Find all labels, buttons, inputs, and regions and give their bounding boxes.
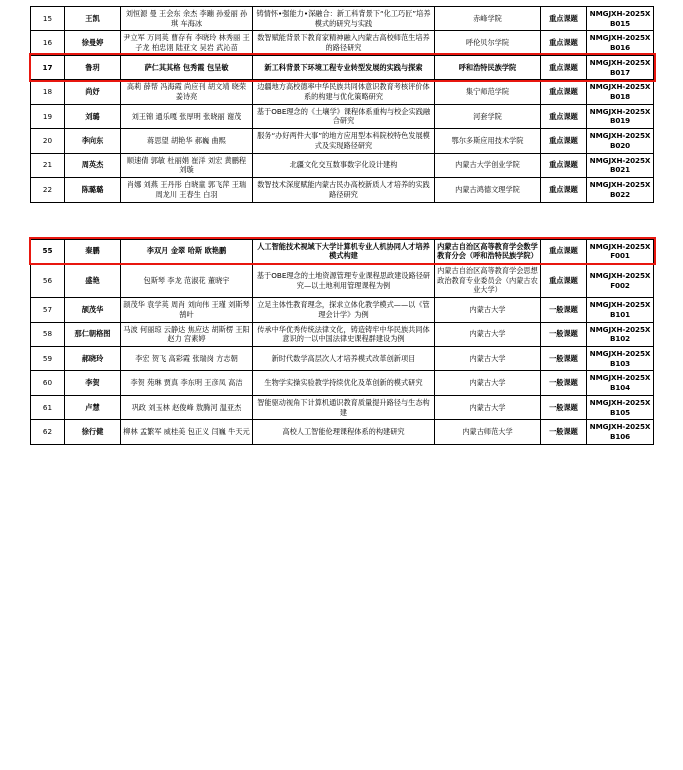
- table-row: [31, 129, 654, 153]
- cell-members: 顺速倩 郭敏 杜丽娟 崔洋 刘宏 黄鹏程 刘璇: [121, 153, 253, 177]
- cell-org: 内蒙古大学: [435, 371, 541, 395]
- table-gap: [30, 203, 653, 239]
- cell-title: 人工智能技术视域下大学计算机专业人机协同人才培养模式构建: [253, 239, 435, 263]
- cell-no: 57: [31, 298, 65, 322]
- cell-title: 高校人工智能伦理课程体系的构建研究: [253, 420, 435, 444]
- cell-org: 内蒙古鸿德文理学院: [435, 178, 541, 202]
- cell-leader: 鲁玥: [65, 55, 121, 79]
- cell-leader: 刘璐: [65, 104, 121, 128]
- cell-org: 内蒙古大学: [435, 395, 541, 419]
- project-table-upper: [30, 6, 654, 203]
- cell-no: 21: [31, 153, 65, 177]
- cell-members: 柳林 孟繁军 威桂美 包正义 闫巍 牛天元: [121, 420, 253, 444]
- cell-code: NMGJXH-2025XB015: [587, 7, 654, 31]
- cell-title: 生物学实操实验教学持续优化及革创新的模式研究: [253, 371, 435, 395]
- cell-title: 数智赋能背景下教育家精神融入内蒙古高校师范生培养的路径研究: [253, 31, 435, 55]
- cell-no: 18: [31, 80, 65, 104]
- cell-code: NMGJXH-2025XB019: [587, 104, 654, 128]
- cell-no: 62: [31, 420, 65, 444]
- cell-members: 尹立军 万同英 曹存有 李晓玲 林秀丽 王子龙 柏忠诩 陆亚文 吴岩 武沁苗: [121, 31, 253, 55]
- cell-org: 赤峰学院: [435, 7, 541, 31]
- cell-members: 巩政 刘玉林 赵俊峰 敖腾河 温亚杰: [121, 395, 253, 419]
- table-row: [31, 371, 654, 395]
- cell-leader: 周英杰: [65, 153, 121, 177]
- cell-leader: 李向东: [65, 129, 121, 153]
- cell-leader: 徐行健: [65, 420, 121, 444]
- cell-no: 22: [31, 178, 65, 202]
- cell-org: 呼和浩特民族学院: [435, 55, 541, 79]
- table-row: [31, 298, 654, 322]
- table-row: [31, 80, 654, 104]
- cell-leader: 那仁朝格图: [65, 322, 121, 346]
- cell-leader: 秦鹏: [65, 239, 121, 263]
- cell-leader: 陈璐璐: [65, 178, 121, 202]
- cell-no: 17: [31, 55, 65, 79]
- cell-members: 蒋思望 胡艳华 郝巍 曲熙: [121, 129, 253, 153]
- table-row: [31, 7, 654, 31]
- cell-org: 河套学院: [435, 104, 541, 128]
- cell-title: 新工科背景下环境工程专业转型发展的实践与探索: [253, 55, 435, 79]
- cell-title: 北疆文化交互数事数字化设计建构: [253, 153, 435, 177]
- cell-code: NMGJXH-2025XF002: [587, 263, 654, 297]
- cell-leader: 盛艳: [65, 263, 121, 297]
- cell-title: 新时代数学高层次人才培养模式改革创新项目: [253, 346, 435, 370]
- cell-no: 56: [31, 263, 65, 297]
- cell-org: 鄂尔多斯应用技术学院: [435, 129, 541, 153]
- cell-members: 李贺 苑琳 贾真 李东明 王彦凤 高洁: [121, 371, 253, 395]
- cell-type: 重点课题: [541, 239, 587, 263]
- cell-type: 重点课题: [541, 263, 587, 297]
- cell-members: 萨仁其其格 包秀霞 包呈敏: [121, 55, 253, 79]
- cell-code: NMGJXH-2025XB022: [587, 178, 654, 202]
- cell-members: 刘恒源 曼 王会东 余杰 李蹦 孙爱丽 孙琪 车海冰: [121, 7, 253, 31]
- cell-no: 59: [31, 346, 65, 370]
- cell-code: NMGJXH-2025XB020: [587, 129, 654, 153]
- cell-members: 肖娜 刘燕 王丹彤 白晓童 郭飞萍 王瑞 周龙川 王春生 白羽: [121, 178, 253, 202]
- cell-type: 一般课题: [541, 298, 587, 322]
- cell-org: 内蒙古大学: [435, 322, 541, 346]
- cell-type: 重点课题: [541, 153, 587, 177]
- cell-members: 刘王锦 通乐嘎 张厚明 张晓丽 谢茂: [121, 104, 253, 128]
- cell-title: 传承中华优秀传统法律文化，铸造铸牢中华民族共同体意识的一以中国法律史课程群建设为例: [253, 322, 435, 346]
- cell-code: NMGJXH-2025XB104: [587, 371, 654, 395]
- project-table-lower: [30, 239, 654, 445]
- cell-leader: 郝晓玲: [65, 346, 121, 370]
- cell-code: NMGJXH-2025XF001: [587, 239, 654, 263]
- table-row: [31, 104, 654, 128]
- cell-members: 李双月 金翠 哈斯 欧艳鹏: [121, 239, 253, 263]
- cell-type: 一般课题: [541, 346, 587, 370]
- cell-org: 内蒙古自治区高等教育学会数学教育分会（呼和浩特民族学院）: [435, 239, 541, 263]
- cell-no: 16: [31, 31, 65, 55]
- cell-type: 一般课题: [541, 420, 587, 444]
- cell-members: 包斯琴 李龙 范淑花 董晓宇: [121, 263, 253, 297]
- cell-org: 内蒙古师范大学: [435, 420, 541, 444]
- cell-type: 重点课题: [541, 129, 587, 153]
- cell-code: NMGJXH-2025XB106: [587, 420, 654, 444]
- table-row: [31, 346, 654, 370]
- cell-members: 李宏 贺飞 高彩霞 张瑞岗 方志朝: [121, 346, 253, 370]
- cell-type: 重点课题: [541, 80, 587, 104]
- cell-title: 服务“办好两件大事”的地方应用型本科院校特色发展模式及实现路径研究: [253, 129, 435, 153]
- cell-no: 60: [31, 371, 65, 395]
- cell-leader: 王凯: [65, 7, 121, 31]
- cell-members: 颉茂华 袁学英 周肖 刘向伟 王瑾 刘斯琴 鹄叶: [121, 298, 253, 322]
- cell-org: 内蒙古大学: [435, 346, 541, 370]
- cell-code: NMGJXH-2025XB102: [587, 322, 654, 346]
- cell-code: NMGJXH-2025XB018: [587, 80, 654, 104]
- cell-leader: 李贺: [65, 371, 121, 395]
- cell-no: 61: [31, 395, 65, 419]
- cell-type: 重点课题: [541, 178, 587, 202]
- table-row-highlighted: [31, 55, 654, 79]
- cell-title: 基于OBE理念的《土壤学》课程体系重构与校企实践融合研究: [253, 104, 435, 128]
- cell-title: 铸情怀•强能力•深融合：新工科背景下“化工巧匠”培养模式的研究与实践: [253, 7, 435, 31]
- cell-no: 55: [31, 239, 65, 263]
- table-row: [31, 322, 654, 346]
- cell-type: 一般课题: [541, 371, 587, 395]
- cell-type: 重点课题: [541, 31, 587, 55]
- cell-no: 20: [31, 129, 65, 153]
- cell-code: NMGJXH-2025XB016: [587, 31, 654, 55]
- table-row: [31, 263, 654, 297]
- cell-leader: 尚妤: [65, 80, 121, 104]
- cell-leader: 颉茂华: [65, 298, 121, 322]
- cell-type: 重点课题: [541, 7, 587, 31]
- cell-code: NMGJXH-2025XB101: [587, 298, 654, 322]
- cell-code: NMGJXH-2025XB103: [587, 346, 654, 370]
- table-row: [31, 153, 654, 177]
- cell-org: 集宁师范学院: [435, 80, 541, 104]
- cell-code: NMGJXH-2025XB021: [587, 153, 654, 177]
- cell-title: 基于OBE理念的土地资源管理专业课程思政建设路径研究—以土地利用管理课程为例: [253, 263, 435, 297]
- cell-org: 内蒙古大学: [435, 298, 541, 322]
- table-row: [31, 178, 654, 202]
- cell-title: 智能驱动视角下计算机通识教育质量提升路径与生态构建: [253, 395, 435, 419]
- cell-no: 19: [31, 104, 65, 128]
- cell-no: 58: [31, 322, 65, 346]
- cell-org: 内蒙古自治区高等教育学会思想政治教育专业委员会（内蒙古农业大学）: [435, 263, 541, 297]
- cell-title: 数智技术深度赋能内蒙古民办高校新质人才培养的实践路径研究: [253, 178, 435, 202]
- cell-code: NMGJXH-2025XB105: [587, 395, 654, 419]
- cell-no: 15: [31, 7, 65, 31]
- cell-members: 高莉 薛帮 冯海霞 尚应刊 胡文靖 晓荣 姜诗亮: [121, 80, 253, 104]
- cell-org: 呼伦贝尔学院: [435, 31, 541, 55]
- cell-type: 重点课题: [541, 104, 587, 128]
- table-row-highlighted: [31, 239, 654, 263]
- cell-title: 立足主体性教育理念，探求立体化教学模式——以《管理会计学》为例: [253, 298, 435, 322]
- upper-table-wrapper: [30, 6, 653, 203]
- table-row: [31, 420, 654, 444]
- cell-type: 重点课题: [541, 55, 587, 79]
- cell-title: 边疆地方高校德率中华民族共同体意识教育考核评价体系的构建与优化策略研究: [253, 80, 435, 104]
- cell-type: 一般课题: [541, 322, 587, 346]
- cell-members: 马波 何丽琼 云静达 焦应达 胡斯楞 王阳 赵力 宫素婷: [121, 322, 253, 346]
- cell-org: 内蒙古大学创业学院: [435, 153, 541, 177]
- table-row: [31, 395, 654, 419]
- lower-table-wrapper: [30, 239, 653, 445]
- cell-code: NMGJXH-2025XB017: [587, 55, 654, 79]
- cell-type: 一般课题: [541, 395, 587, 419]
- cell-leader: 徐曼婷: [65, 31, 121, 55]
- table-row: [31, 31, 654, 55]
- cell-leader: 卢慧: [65, 395, 121, 419]
